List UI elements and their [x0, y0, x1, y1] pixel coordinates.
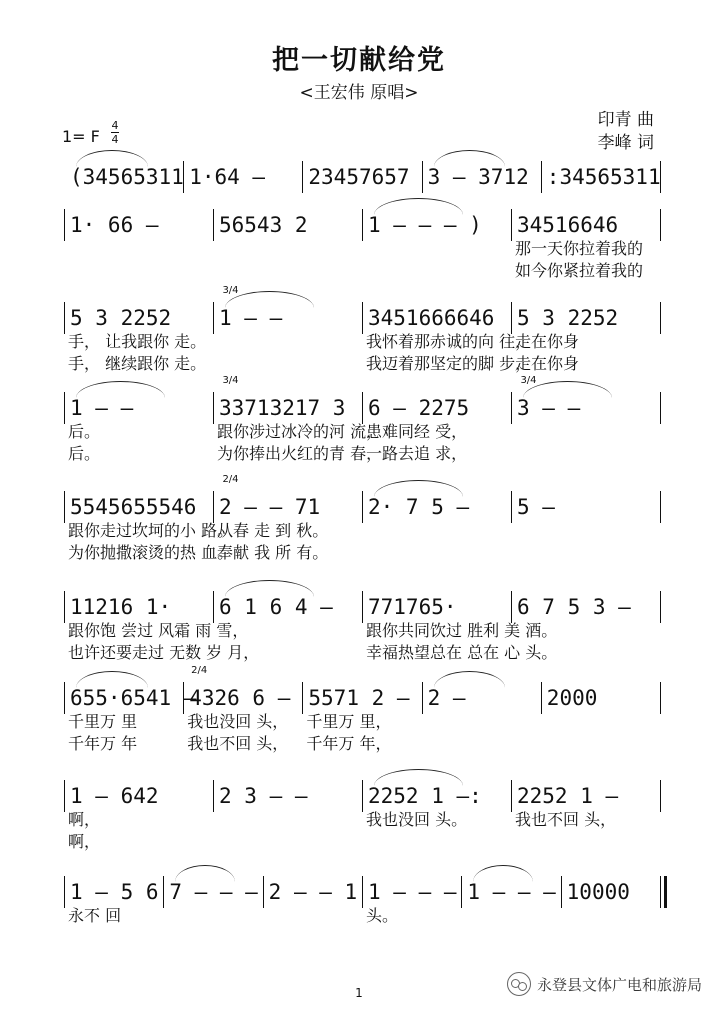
- notation-measure: 2 —: [427, 686, 466, 710]
- bar-line: [660, 491, 661, 523]
- bar-line: [213, 491, 214, 523]
- bar-line: [511, 392, 512, 424]
- notation-measure: 6 1 6 4 —: [219, 595, 333, 619]
- slur-mark: [374, 198, 463, 215]
- meter-change-mark: 3/4: [222, 285, 239, 296]
- notation-measure: 1·64 —: [189, 165, 266, 189]
- lyric-verse-1: 啊，: [68, 810, 101, 829]
- lyric-verse-1: 那一天你拉着我的: [515, 239, 644, 258]
- bar-line: [660, 392, 661, 424]
- slur-mark: [76, 381, 165, 398]
- bar-line: [263, 876, 264, 908]
- meter-change-mark: 3/4: [520, 375, 537, 386]
- lyric-verse-2: 手， 继续跟你 走。: [68, 354, 207, 373]
- bar-line: [660, 591, 661, 623]
- watermark: [507, 972, 702, 996]
- notation-measure: 2000: [546, 686, 598, 710]
- notation-measure: 5545655546: [70, 495, 197, 519]
- bar-line: [511, 209, 512, 241]
- meter-change-mark: 2/4: [191, 665, 208, 676]
- lyric-verse-1: 跟你饱 尝过 风霜 雨 雪，: [68, 621, 249, 640]
- notation-measure: 2252 1 —:: [368, 784, 482, 808]
- slur-mark: [434, 150, 506, 167]
- bar-line: [64, 392, 65, 424]
- bar-line: [362, 876, 363, 908]
- notation-measure: (34565311: [70, 165, 184, 189]
- notation-measure: 5 —: [517, 495, 555, 519]
- notation-measure: 6 — 2275: [368, 396, 470, 420]
- lyric-verse-1: 后。: [68, 422, 101, 441]
- slur-mark: [473, 865, 533, 882]
- time-signature-top: 4: [111, 119, 119, 132]
- lyric-verse-2: 啊，: [68, 832, 101, 851]
- bar-line: [213, 780, 214, 812]
- bar-line: [213, 209, 214, 241]
- meter-change-mark: 3/4: [222, 375, 239, 386]
- bar-line: [302, 161, 303, 193]
- notation-measure: 5 3 2252: [517, 306, 619, 330]
- notation-measure: 11216 1·: [70, 595, 172, 619]
- notation-measure: 1 — 642: [70, 784, 159, 808]
- notation-measure: 33713217 3: [219, 396, 346, 420]
- lyric-verse-1: 头。: [366, 906, 399, 925]
- notation-measure: 7 — — —: [169, 880, 258, 904]
- bar-line: [362, 209, 363, 241]
- song-title: 把一切献给党: [272, 45, 446, 76]
- watermark-text: 永登县文体广电和旅游局: [536, 975, 702, 994]
- notation-measure: 655·6541 —: [70, 686, 197, 710]
- bar-line: [64, 209, 65, 241]
- bar-line: [461, 876, 462, 908]
- bar-line: [362, 302, 363, 334]
- bar-line: [213, 302, 214, 334]
- slur-mark: [76, 150, 148, 167]
- lyric-verse-1: 永不 回: [68, 906, 122, 925]
- bar-line: [422, 682, 423, 714]
- notation-measure: 1 — — — ): [368, 213, 482, 237]
- notation-measure: 34516646: [517, 213, 619, 237]
- bar-line: [561, 876, 562, 908]
- lyric-verse-2: 幸福热望总在 总在 心 头。: [366, 643, 558, 662]
- notation-measure: 1 — 5 6: [70, 880, 159, 904]
- bar-line: [64, 876, 65, 908]
- meter-change-mark: 2/4: [222, 474, 239, 485]
- bar-line: [660, 209, 661, 241]
- slur-mark: [76, 671, 148, 688]
- lyric-verse-2: 奉献 我 所 有。: [217, 543, 329, 562]
- slur-mark: [225, 580, 314, 597]
- notation-measure: 3451666646: [368, 306, 495, 330]
- bar-line: [64, 591, 65, 623]
- lyric-verse-2: 千年万 年，: [306, 734, 392, 753]
- notation-measure: 1 — — —: [368, 880, 457, 904]
- bar-line: [660, 876, 667, 908]
- lyric-verse-1: 千里万 里: [68, 712, 138, 731]
- lyricist-credit: 李峰 词: [597, 133, 654, 153]
- bar-line: [362, 392, 363, 424]
- bar-line: [660, 682, 661, 714]
- notation-measure: 5 3 2252: [70, 306, 172, 330]
- lyric-verse-1: 跟你共同饮过 胜利 美 酒。: [366, 621, 558, 640]
- bar-line: [362, 491, 363, 523]
- bar-line: [541, 682, 542, 714]
- lyric-verse-1: 手， 让我跟你 走。: [68, 332, 207, 351]
- bar-line: [302, 682, 303, 714]
- bar-line: [64, 302, 65, 334]
- key-signature: 1= F: [62, 127, 100, 146]
- lyric-verse-1: 从春 走 到 秋。: [217, 521, 329, 540]
- notation-measure: 2 3 — —: [219, 784, 308, 808]
- slur-mark: [434, 671, 506, 688]
- notation-measure: 56543 2: [219, 213, 308, 237]
- notation-measure: 771765·: [368, 595, 457, 619]
- bar-line: [511, 780, 512, 812]
- bar-line: [541, 161, 542, 193]
- time-signature-bottom: 4: [111, 133, 119, 146]
- lyric-verse-1: 千里万 里，: [306, 712, 392, 731]
- bar-line: [511, 491, 512, 523]
- notation-measure: 10000: [566, 880, 630, 904]
- lyric-verse-1: 走在你身: [515, 332, 580, 351]
- bar-line: [660, 302, 661, 334]
- notation-measure: 1· 66 —: [70, 213, 159, 237]
- lyric-verse-2: 一路去追 求，: [366, 444, 468, 463]
- lyric-verse-2: 如今你紧拉着我的: [515, 261, 644, 280]
- bar-line: [64, 491, 65, 523]
- lyric-verse-1: 我也不回 头，: [515, 810, 617, 829]
- time-signature: [111, 120, 119, 145]
- page-number: 1: [355, 986, 363, 1000]
- bar-line: [362, 591, 363, 623]
- notation-measure: 1 — —: [70, 396, 134, 420]
- bar-line: [511, 302, 512, 334]
- bar-line: [163, 876, 164, 908]
- notation-measure: 2· 7 5 —: [368, 495, 470, 519]
- lyric-verse-1: 我怀着那赤诚的向 往，: [366, 332, 532, 351]
- lyric-verse-2: 为你捧出火红的青 春，: [217, 444, 383, 463]
- bar-line: [362, 780, 363, 812]
- lyric-verse-1: 我也没回 头。: [366, 810, 468, 829]
- notation-measure: 23457657: [308, 165, 410, 189]
- lyric-verse-2: 走在你身: [515, 354, 580, 373]
- notation-measure: 2252 1 —: [517, 784, 619, 808]
- bar-line: [422, 161, 423, 193]
- lyric-verse-1: 我也没回 头，: [187, 712, 289, 731]
- composer-credit: 印青 曲: [597, 110, 654, 130]
- bar-line: [64, 780, 65, 812]
- bar-line: [660, 780, 661, 812]
- notation-measure: :34565311: [546, 165, 661, 189]
- song-subtitle: <王宏伟 原唱>: [299, 83, 419, 103]
- lyric-verse-2: 后。: [68, 444, 101, 463]
- notation-measure: 5571 2 —: [308, 686, 410, 710]
- bar-line: [213, 392, 214, 424]
- notation-measure: 2 — — 71: [219, 495, 321, 519]
- notation-measure: 1 — — —: [467, 880, 556, 904]
- lyric-verse-1: 跟你走过坎坷的小 路。: [68, 521, 234, 540]
- notation-measure: 6 7 5 3 —: [517, 595, 631, 619]
- bar-line: [213, 591, 214, 623]
- lyric-verse-1: 跟你涉过冰冷的河 流，: [217, 422, 383, 441]
- bar-line: [511, 591, 512, 623]
- notation-measure: 4326 6 —: [189, 686, 291, 710]
- slur-mark: [374, 480, 463, 497]
- notation-measure: 2 — — 1: [268, 880, 358, 904]
- lyric-verse-2: 我迈着那坚定的脚 步，: [366, 354, 532, 373]
- notation-measure: 3 — —: [517, 396, 581, 420]
- lyric-verse-1: 患难同经 受，: [366, 422, 468, 441]
- slur-mark: [374, 769, 463, 786]
- slur-mark: [175, 865, 235, 882]
- lyric-verse-2: 为你抛撒滚烫的热 血。: [68, 543, 234, 562]
- bar-line: [64, 682, 65, 714]
- notation-measure: 1 — —: [219, 306, 283, 330]
- wechat-icon: [507, 972, 531, 996]
- lyric-verse-2: 我也不回 头，: [187, 734, 289, 753]
- lyric-verse-2: 也许还要走过 无数 岁 月，: [68, 643, 260, 662]
- notation-measure: 3 — 3712: [427, 165, 529, 189]
- lyric-verse-2: 千年万 年: [68, 734, 138, 753]
